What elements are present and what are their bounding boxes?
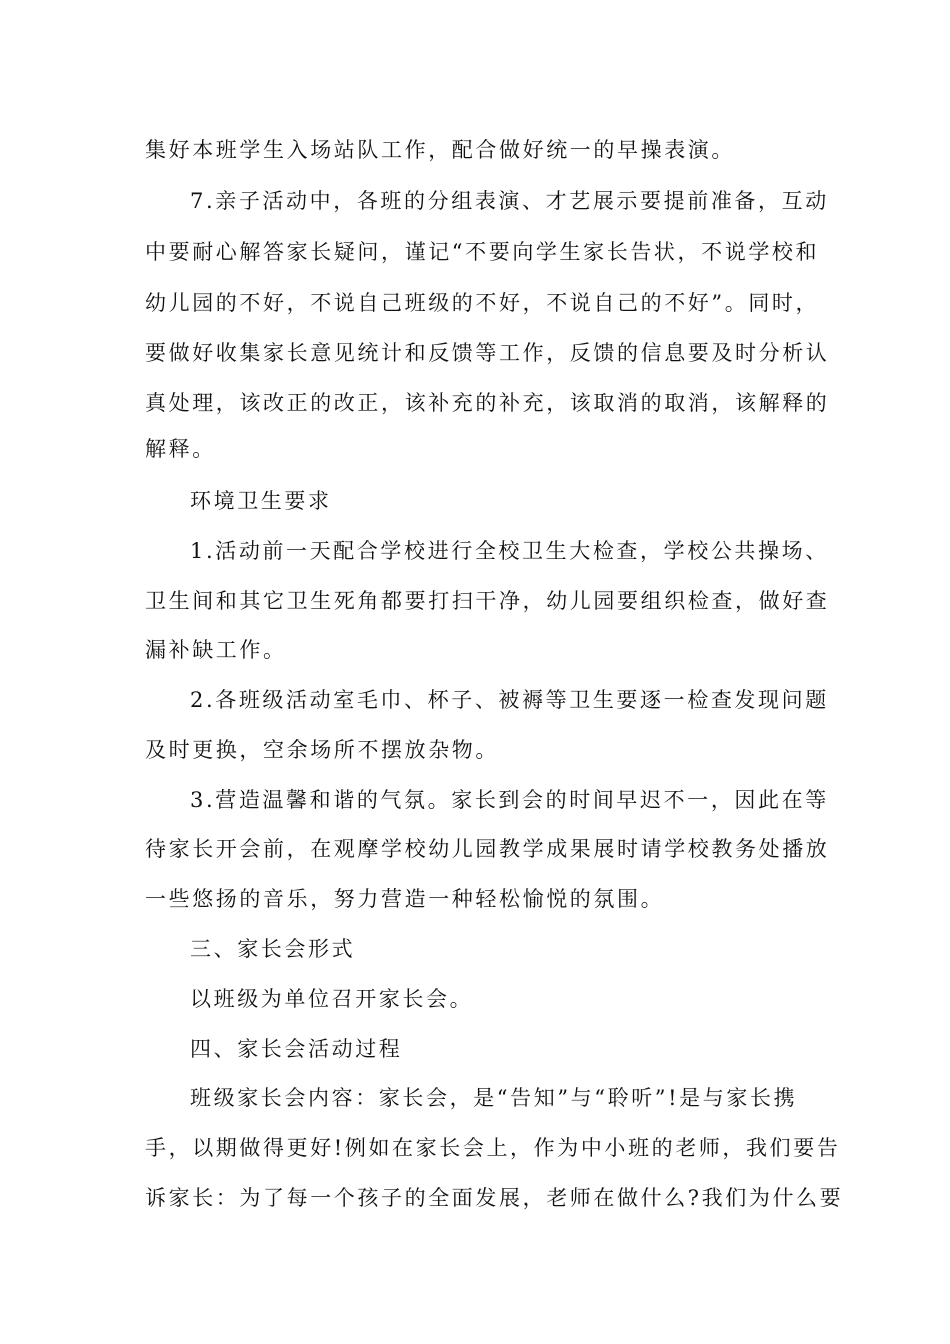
section-heading: 环境卫生要求 [190,489,332,513]
text-line: 幼儿园的不好，不说自己班级的不好，不说自己的不好”。同时， [145,291,820,315]
text-line: 集好本班学生入场站队工作，配合做好统一的早操表演。 [145,138,735,162]
section-heading: 四、家长会活动过程 [190,1037,403,1061]
text-line: 2.各班级活动室毛巾、杯子、被褥等卫生要逐一检查发现问题 [190,688,829,712]
text-line: 卫生间和其它卫生死角都要打扫干净，幼儿园要组织检查，做好查 [145,589,830,613]
text-line: 待家长开会前，在观摩学校幼儿园教学成果展时请学校教务处播放 [145,837,830,861]
text-line: 手，以期做得更好!例如在家长会上，作为中小班的老师，我们要告 [145,1136,841,1160]
text-line: 及时更换，空余场所不摆放杂物。 [145,738,499,762]
text-line: 班级家长会内容：家长会，是“告知”与“聆听”!是与家长携 [190,1086,798,1110]
text-line: 1.活动前一天配合学校进行全校卫生大检查，学校公共操场、 [190,539,829,563]
text-line: 真处理，该改正的改正，该补充的补充，该取消的取消，该解释的 [145,391,830,415]
text-line: 中要耐心解答家长疑问，谨记“不要向学生家长告状，不说学校和 [145,240,820,264]
text-line: 诉家长：为了每一个孩子的全面发展，老师在做什么?我们为什么要 [145,1186,844,1210]
text-line: 要做好收集家长意见统计和反馈等工作，反馈的信息要及时分析认 [145,341,830,365]
text-line: 一些悠扬的音乐，努力营造一种轻松愉悦的氛围。 [145,887,665,911]
text-line: 以班级为单位召开家长会。 [190,987,474,1011]
text-line: 解释。 [145,437,216,461]
text-line: 3.营造温馨和谐的气氛。家长到会的时间早迟不一，因此在等 [190,788,829,812]
text-line: 7.亲子活动中，各班的分组表演、才艺展示要提前准备，互动 [190,189,829,213]
section-heading: 三、家长会形式 [190,937,356,961]
text-line: 漏补缺工作。 [145,638,287,662]
